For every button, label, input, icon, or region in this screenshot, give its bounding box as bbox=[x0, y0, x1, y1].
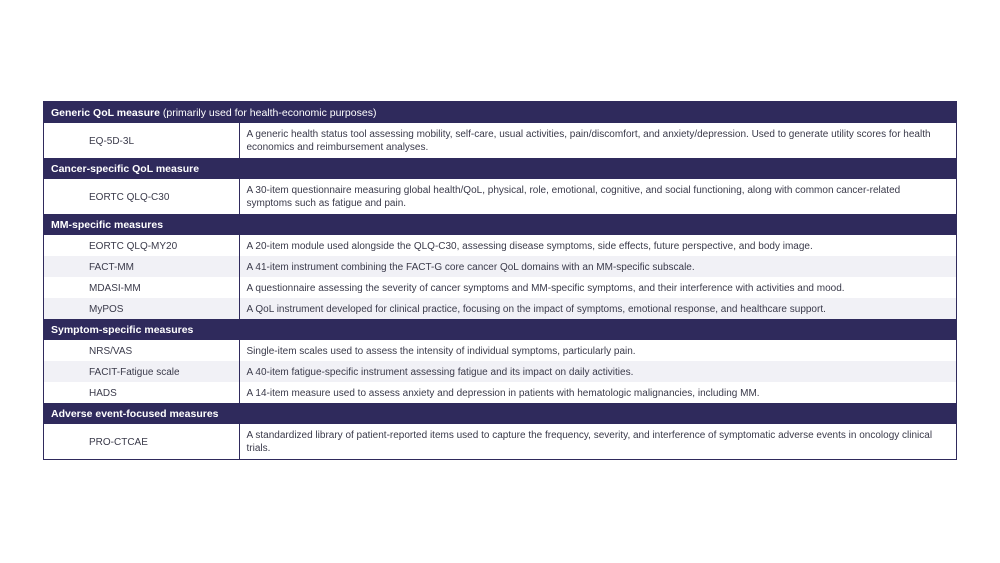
section-title: Cancer-specific QoL measure bbox=[51, 162, 200, 175]
measure-description: A 30-item questionnaire measuring global health/QoL, physical, role, emotional, cognitive, and social functioning, along with common cancer-related symptoms such as fatigue and pain. bbox=[246, 185, 901, 209]
measure-description: A 20-item module used alongside the QLQ-C30, assessing disease symptoms, side effects, future perspective, and body image. bbox=[246, 240, 813, 252]
section-header-cancer-specific bbox=[44, 158, 956, 179]
section-title: Generic QoL measure bbox=[51, 106, 160, 119]
section-header-generic bbox=[44, 102, 956, 123]
table-row bbox=[44, 298, 956, 319]
measure-description: A QoL instrument developed for clinical practice, focusing on the impact of symptoms, emotional response, and healthcare support. bbox=[239, 298, 956, 319]
measure-description: A 41-item instrument combining the FACT-G core cancer QoL domains with an MM-specific subscale. bbox=[239, 256, 956, 277]
measure-name: EQ-5D-3L bbox=[44, 123, 239, 158]
qol-measures-table bbox=[43, 101, 957, 460]
measure-description: A 40-item fatigue-specific instrument assessing fatigue and its impact on daily activities. bbox=[239, 361, 956, 382]
measure-name: FACIT-Fatigue scale bbox=[44, 361, 239, 382]
measure-description: A questionnaire assessing the severity of cancer symptoms and MM-specific symptoms, and their interference with activities and mood. bbox=[246, 282, 845, 294]
measure-name: MDASI-MM bbox=[44, 277, 239, 298]
measures-table bbox=[44, 102, 956, 459]
table-row bbox=[44, 361, 956, 382]
section-header-symptom-specific bbox=[44, 319, 956, 340]
measure-description: A 14-item measure used to assess anxiety and depression in patients with hematologic malignancies, including MM. bbox=[246, 387, 760, 399]
table-row bbox=[44, 123, 956, 158]
table-row bbox=[44, 179, 956, 214]
section-title: Adverse event-focused measures bbox=[51, 407, 219, 420]
measure-name: EORTC QLQ-C30 bbox=[44, 179, 239, 214]
table-row bbox=[44, 235, 956, 256]
table-row bbox=[44, 424, 956, 459]
section-title: Symptom-specific measures bbox=[51, 323, 194, 336]
measure-name: FACT-MM bbox=[44, 256, 239, 277]
table-row bbox=[44, 340, 956, 361]
table-row bbox=[44, 256, 956, 277]
measure-description: A standardized library of patient-reported items used to capture the frequency, severity, and interference of symptomatic adverse events in oncology clinical trials. bbox=[246, 430, 933, 454]
section-header-adverse-event bbox=[44, 403, 956, 424]
section-note: (primarily used for health-economic purposes) bbox=[159, 106, 377, 119]
measure-description: Single-item scales used to assess the intensity of individual symptoms, particularly pain. bbox=[246, 345, 636, 357]
measure-description: A generic health status tool assessing mobility, self-care, usual activities, pain/discomfort, and anxiety/depression. Used to generate utility scores for health economics and reimbursement analyses. bbox=[246, 129, 931, 153]
table-row bbox=[44, 277, 956, 298]
measure-name: MyPOS bbox=[44, 298, 239, 319]
measure-name: HADS bbox=[44, 382, 239, 403]
table-row bbox=[44, 382, 956, 403]
measure-name: PRO-CTCAE bbox=[44, 424, 239, 459]
section-title: MM-specific measures bbox=[51, 218, 164, 231]
measure-name: NRS/VAS bbox=[44, 340, 239, 361]
section-header-mm-specific bbox=[44, 214, 956, 235]
measure-name: EORTC QLQ-MY20 bbox=[44, 235, 239, 256]
